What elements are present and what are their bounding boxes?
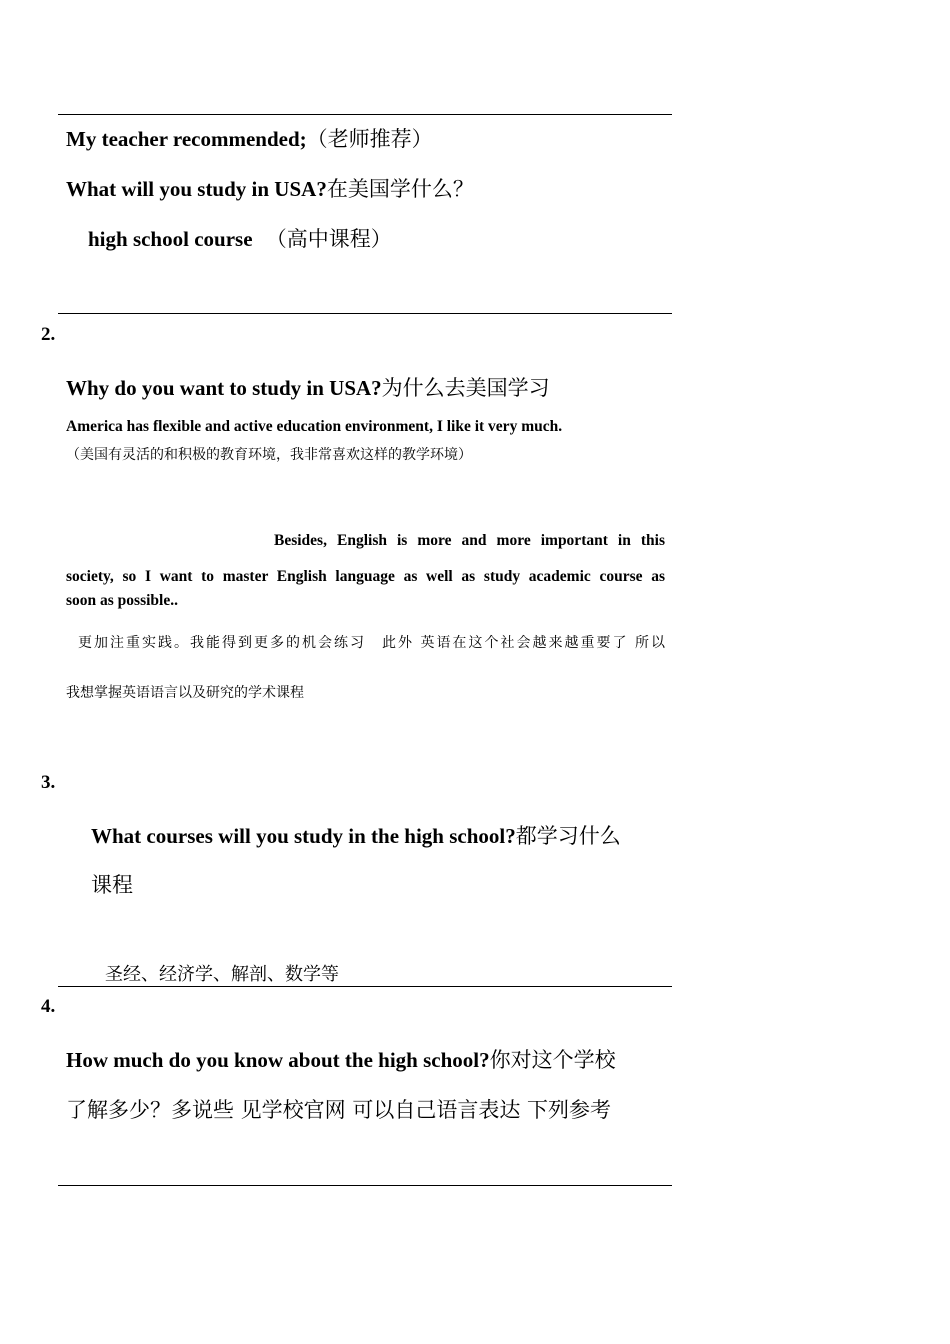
question-4 [66, 1044, 616, 1074]
answer-2b-cn-line2: 我想掌握英语语言以及研究的学术课程 [66, 685, 304, 701]
recommended-line [66, 123, 433, 153]
question-4-cn-line1: 你对这个学校 [489, 1048, 616, 1072]
question-2-en: Why do you want to study in USA? [66, 376, 382, 400]
section-4-number: 4. [41, 996, 56, 1017]
question-3-cn-line2: 课程 [91, 873, 133, 897]
question-4-en: How much do you know about the high school? [66, 1048, 490, 1072]
divider-section-4 [58, 986, 672, 987]
recommended-cn: （老师推荐） [306, 127, 433, 151]
divider-bottom [58, 1185, 672, 1186]
answer-2b-line1: Besides, English is more and more important in this [274, 532, 665, 549]
question-3-cn-line1: 都学习什么 [515, 824, 621, 848]
answer-2b-line2: society, so I want to master English language as well as study academic course as [66, 568, 665, 585]
divider-top [58, 114, 672, 115]
answer-3-cn: 圣经、经济学、解剖、数学等 [105, 964, 339, 985]
recommended-en: My teacher recommended; [66, 127, 307, 151]
question-4-cn-line2: 了解多少？多说些 见学校官网 可以自己语言表达 下列参考 [66, 1098, 612, 1122]
answer-2a-en: America has flexible and active education environment, I like it very much. [66, 418, 563, 435]
question-1 [66, 173, 474, 203]
answer-2b-line3: soon as possible.. [66, 592, 178, 609]
section-2-number: 2. [41, 324, 56, 345]
answer-2b-cn-line1: 更加注重实践。我能得到更多的机会练习 此外 英语在这个社会越来越重要了 所以 [78, 635, 665, 651]
answer-1 [88, 223, 392, 253]
question-1-cn: 在美国学什么？ [326, 177, 474, 201]
answer-2a-cn: （美国有灵活的和积极的教育环境，我非常喜欢这样的教学环境） [66, 447, 472, 463]
question-2-cn: 为什么去美国学习 [381, 376, 550, 400]
section-3-number: 3. [41, 772, 56, 793]
question-3-en: What courses will you study in the high school? [91, 824, 516, 848]
divider-section-2 [58, 313, 672, 314]
answer-1-cn: （高中课程） [265, 227, 392, 251]
answer-1-en: high school course [88, 227, 253, 251]
question-2 [66, 372, 550, 402]
question-3 [91, 820, 621, 850]
question-1-en: What will you study in USA? [66, 177, 327, 201]
